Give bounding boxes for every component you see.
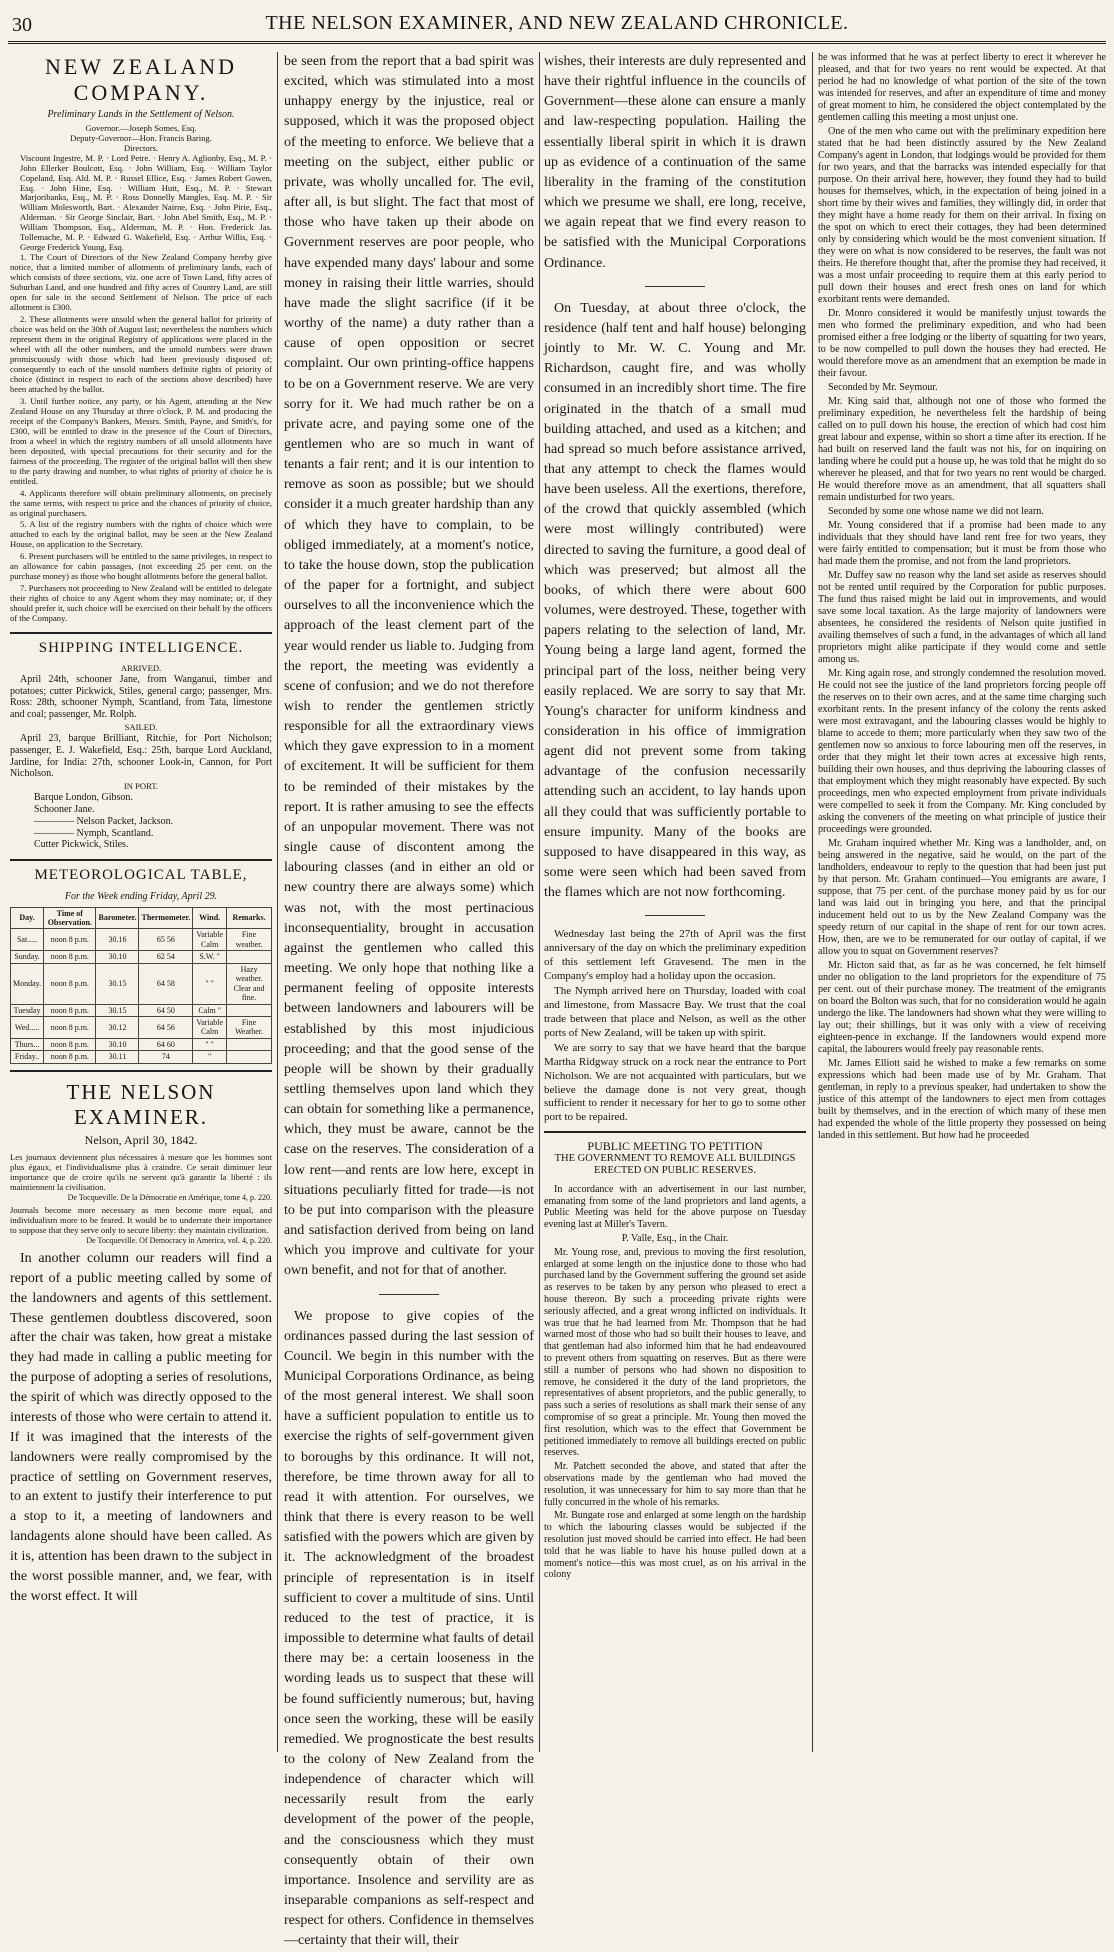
in-port-item: ———— Nymph, Scantland.: [34, 827, 154, 839]
met-cell: S.W. ": [193, 951, 227, 963]
company-deputy: Deputy-Governor—Hon. Francis Baring.: [70, 132, 212, 143]
meeting-title: PUBLIC MEETING TO PETITION: [544, 1131, 806, 1153]
met-cell: " ": [193, 1038, 227, 1050]
met-cell: noon 8 p.m.: [44, 929, 96, 951]
company-clause: 1. The Court of Directors of the New Zealand Company hereby give notice, that a limited number of allotments of preliminary lands, each of which consists of three sections, viz. one acre of Town Land, fifty acres of Suburban Land, and one hundred and fifty acres of Country Land, are still open for sale in the second Settlement of Nelson. The price of each allotment is £300.: [10, 252, 272, 313]
meeting-paragraph: Mr. King said that, although not one of those who formed the preliminary expedition, he nevertheless felt the hardship of being called on to pull down his house, the erection of which had cost him great labour and expense, within so short a time after its erection. If he had built on reserved land the fault was not his, for on inquiring on landing where he could put a house up, he was told that he might do so wherever he pleased, and that for two years no rent would be charged. He would therefore move as an amendment, that all squatters shall remain undisturbed for two years.: [818, 396, 1106, 503]
met-subtitle: For the Week ending Friday, April 29.: [64, 890, 218, 902]
met-cell: ": [193, 1051, 227, 1063]
met-cell: 65 56: [139, 929, 193, 951]
shipping-arrived-label: ARRIVED.: [120, 662, 162, 673]
quote-french-attribution: De Tocqueville. De la Démocratie en Amérique, tome 4, p. 220.: [67, 1192, 272, 1202]
met-cell: Sunday.: [11, 951, 44, 963]
examiner-date: Nelson, April 30, 1842.: [84, 1133, 198, 1148]
shipping-sailed: April 23, barque Brilliant, Ritchie, for Port Nicholson; passenger, E. J. Wakefield, Esq.: 25th, barque Lord Auckland, Jardine, for India: 27th, schooner Look-in, Cannon, for Port Nicholson.: [10, 732, 272, 780]
meeting-paragraph: Seconded by Mr. Seymour.: [828, 382, 938, 393]
meeting-paragraph: Mr. King again rose, and strongly condemned the resolution moved. He could not see the justice of the land proprietors forcing people off the reserves on to their own acres, and at the same time charging such exorbitant rents. In the present infancy of the colony the rents asked were most extravagant, and the labouring classes would be highly to blame to accede to them; more particularly when they saw two of the gentlemen now so anxious to force labouring men off the reserves, in order that they might let their town acres at excessive high rents, building their own houses, and thus depriving the labouring classes of that employment which they might reasonably have expected. By such proceedings, men who expected employment from private individuals were compelled to seek it from the Company. Mr. King concluded by asking the conveners of the meeting on what principle of justice their proceedings were grounded.: [818, 668, 1106, 835]
met-cell: 30.16: [96, 929, 139, 951]
met-cell: 64 60: [139, 1038, 193, 1050]
met-cell: Friday..: [11, 1051, 44, 1063]
met-cell: 30.10: [96, 951, 139, 963]
met-cell: [227, 951, 272, 963]
column-3: [544, 52, 806, 1752]
quote-french: [10, 1153, 272, 1202]
in-port-item: Barque London, Gibson.: [34, 792, 133, 804]
met-cell: Tuesday: [11, 1004, 44, 1016]
met-cell: noon 8 p.m.: [44, 1051, 96, 1063]
quote-english-text: Journals become more necessary as men become more equal, and individualism more to be feared. It would be to underrate their importance to suppose that they serve only to secure liberty: they maintain civilization.: [10, 1205, 272, 1235]
meeting-paragraph: Mr. Duffey saw no reason why the land set aside as reserves should not be rented until required by the Corporation for public purposes. The fund thus raised might be laid out in improvements, and would save some local taxation. As the large majority of landowners were absentees, he considered the residents of Nelson quite justified in availing themselves of such a fund, in the advantages of which all land proprietors might alike participate if they would come and settle among us.: [818, 570, 1106, 665]
met-cell: 30.11: [96, 1051, 139, 1063]
page-header: [8, 4, 1106, 44]
company-clause: 5. A list of the registry numbers with the rights of choice which were attached to each by the original ballot, may be seen at the New Zealand House, on application to the Secretary.: [10, 519, 272, 550]
met-row: [11, 951, 272, 963]
met-cell: noon 8 p.m.: [44, 1016, 96, 1038]
met-cell: Fine Weather.: [227, 1016, 272, 1038]
meeting-paragraph: Dr. Monro considered it would be manifestly unjust towards the men who formed the preliminary expedition, and who had been promised either a free lodging or the liberty of squatting for two years, to be now compelled to pull down the houses they had erected. He would therefore move as an amendment that an exemption be made in their favour.: [818, 308, 1106, 379]
met-cell: Sat.....: [11, 929, 44, 951]
met-cell: 30.12: [96, 1016, 139, 1038]
section-divider: [645, 915, 705, 916]
company-clause: 4. Applicants therefore will obtain preliminary allotments, on precisely the same terms, with respect to price and the chances of priority of choice, as original purchasers.: [10, 487, 272, 518]
section-divider: [379, 1294, 439, 1295]
met-cell: 74: [139, 1051, 193, 1063]
met-cell: Thurs...: [11, 1038, 44, 1050]
met-cell: [227, 1051, 272, 1063]
met-header: Thermometer.: [139, 907, 193, 929]
met-cell: Wed.....: [11, 1016, 44, 1038]
column-2: [284, 52, 534, 1949]
examiner-title: THE NELSON EXAMINER.: [10, 1070, 272, 1130]
nymph-report: The Nymph arrived here on Thursday, loaded with coal and limestone, from Massacre Bay. We trust that the coal trade between that place and Nelson, as well as the other ports of New Zealand, will be taken up with spirit.: [544, 985, 806, 1039]
martha-ridgway-report: We are sorry to say that we have heard that the barque Martha Ridgway struck on a rock near the entrance to Port Nicholson. We are not acquainted with particulars, but we believe the damage done is not very great, though sufficient to render it necessary for her to go to some other port to be repaired.: [544, 1042, 806, 1124]
column-1: [10, 52, 272, 1752]
met-cell: noon 8 p.m.: [44, 1038, 96, 1050]
quote-english: [10, 1206, 272, 1245]
shipping-title: SHIPPING INTELLIGENCE.: [10, 632, 272, 658]
company-clause: 3. Until further notice, any party, or his Agent, attending at the New Zealand House on any Thursday at three o'clock, P. M. and producing the receipt of the Company's Bankers, Messrs. Smith, Payne, and Smith's, for £300, will be entitled to draw in the presence of the Court of Directors, from a wheel in which the registry numbers of all unsold allotments have been deposited, with special precautions for their security and for the fairness of the proceeding. The register of the original ballot will then shew to the party drawing and number, to what rights of priority of choice he is entitled.: [10, 395, 272, 486]
in-port-list: [10, 792, 272, 851]
masthead: THE NELSON EXAMINER, AND NEW ZEALAND CHRONICLE.: [265, 12, 849, 34]
met-cell: 30.15: [96, 963, 139, 1004]
met-cell: 30.15: [96, 1004, 139, 1016]
meeting-paragraph: Mr. Young considered that if a promise had been made to any individuals that they should have land rent free for two years, they were fairly entitled to compensation; but it must be from those who had made them the promise, and not from the land proprietors.: [818, 520, 1106, 567]
meeting-paragraph: Seconded by some one whose name we did not learn.: [828, 506, 1044, 517]
shipping-arrived: April 24th, schooner Jane, from Wanganui, timber and potatoes; cutter Pickwick, Stiles, general cargo; passenger, Mrs. Ross: 28th, schooner Nymph, Scantland, from Tata, limestone and coal; passenger, Mr. Rolph.: [10, 673, 272, 721]
met-cell: Monday.: [11, 963, 44, 1004]
met-cell: noon 8 p.m.: [44, 1004, 96, 1016]
meeting-paragraph: Mr. James Elliott said he wished to make a few remarks on some expressions which had been made use of by Mr. Graham. That gentleman, in reply to a previous speaker, had undertaken to show the justice of this attempt of the landowners to eject men from cottages built by themselves, and in the erection of which many of these men had expended the whole of the little property they possessed on being landed in this settlement. But how had he proceeded: [818, 1058, 1106, 1141]
meeting-paragraph: Mr. Bungate rose and enlarged at some length on the hardship to which the labouring classes would be subjected if the resolution just moved should be carried into effect. He had been told that he was liable to have his house pulled down at a moment's notice—this was most cruel, as on his arrival in the colony: [544, 1510, 806, 1581]
met-cell: noon 8 p.m.: [44, 963, 96, 1004]
anniversary-report: Wednesday last being the 27th of April was the first anniversary of the day on which the preliminary expedition of this settlement left Gravesend. The men in the Company's employ had a holiday upon the occasion.: [544, 928, 806, 982]
column-rule: [812, 52, 813, 1752]
in-port-item: ———— Nelson Packet, Jackson.: [34, 815, 174, 827]
met-row: [11, 1038, 272, 1050]
met-table: [10, 907, 272, 1064]
met-cell: 30.10: [96, 1038, 139, 1050]
section-divider: [645, 286, 705, 287]
company-subtitle: Preliminary Lands in the Settlement of Nelson.: [47, 108, 235, 120]
column-rule: [277, 52, 278, 1752]
company-title: NEW ZEALAND COMPANY.: [44, 54, 238, 105]
fire-report: On Tuesday, at about three o'clock, the residence (half tent and half house) belonging jointly to Mr. W. C. Young and Mr. Richardson, caught fire, and was wholly consumed in an incredibly short time. The fire originated in the thatch of a small mud building attached, and used as a kitchen; and had spread so much before assistance arrived, that any attempt to check the flames would have been useless. All the exertions, therefore, of the crowd that quickly assembled (which were most willingly contributed) were directed to saving the furniture, a good deal of which was preserved; but almost all the books, of which there were about 600 volumes, were destroyed. These, together with papers relating to the selection of land, Mr. Young being a large land agent, formed the principal part of the loss, neither being very easily replaced. We are sorry to say that Mr. Young's character for uniform kindness and consideration in his office of immigration agent did not prevent some from taking advantage of the confusion necessarily attending such an accident, to lay hands upon all they could that was sufficiently portable to ensure impunity. Many of the books are supposed to have disappeared in this way, as some were seen which had been saved from the flames which are not now forthcoming.: [544, 300, 806, 901]
meeting-paragraph: Mr. Graham inquired whether Mr. King was a landholder, and, on being answered in the negative, said he would, on the part of the landholders, endeavour to reply to the question that had been just put by that person. Mr. Graham continued—You emigrants are aware, I suppose, that 75 per cent. of the purchase money paid by us for our land was laid out in bringing you here, and that the principal inducement held out to us by the New Zealand Company was the speedy return of our capital in the shape of rent for our town acres. How, then, are we to be remunerated for our outlay of capital, if we allow you to squat on Government reserves?: [818, 838, 1106, 957]
meeting-paragraph: he was informed that he was at perfect liberty to erect it wherever he pleased, and that for two years no rent would be expected. At that period he had no knowledge of what portion of the site of the town was intended for reserves, and after an expenditure of time and money of great moment to him, he considered the object contemplated by the gentlemen calling this meeting a most unjust one.: [818, 52, 1106, 123]
editorial-paragraph: be seen from the report that a bad spirit was excited, which was stimulated into a most unhappy energy by the injustice, real or supposed, which it was the proposed object of the meeting to enforce. We believe that a meeting on the subject, either public or private, was wholly uncalled for. The evil, after all, is but slight. The fact that most of those who have taken up their abode on Government reserves are poor people, who have expended many days' labour and some money in raising their little warries, should have made the slight sacrifice (if it be worthy of the name) a duty rather than a cause of open opposition or secret complaint. Our own printing-office happens to be on a Government reserve. We are very sorry for it. We had much rather be on a private acre, and paying some one of the gentlemen who are so much in want of tenants a fair rent; and it is our intention to remove as soon as possible; but we should consider it a much greater hardship than any of which they have to complain, to be obliged immediately, at a moment's notice, to take the house down, stop the publication of the paper for a fortnight, and subject ourselves to all the inconvenience which the approach of the least clement part of the year would render us liable to. Judging from the report, the meeting was evidently a scene of confusion; and we do not therefore wish to render the gentlemen strictly responsible for all the extraordinary views which they gave expression to in a moment of excitement. It will be sufficient for them to be reminded of their mistakes by the report. It is rather amusing to see the effects of an unpopular movement. There was not single cause of discontent among the labouring classes (and in either an old or new country there are always some) which was not, with the most pertinacious inconsequentiality, brought in accusation against the gentlemen who called this meeting. We only hope that nothing like a permanent feeling of opposite interests between landowners and labourers will be established by this most injudicious proceeding; and that the good sense of the people will be shown by their gradually settling themselves upon land which they can obtain for something like a permanence, which, they must be aware, cannot be the case on the reserves. The consideration of a low rent—and rents are low here, except in situations peculiarly fitted for trade—is not to be put into comparison with the pleasure and satisfaction derived from being on land which you improve and cultivate for your own benefit, and not for that of another.: [284, 54, 534, 1279]
met-header: Remarks.: [227, 907, 272, 929]
met-row: [11, 963, 272, 1004]
page-number: 30: [12, 14, 32, 36]
met-cell: Fine weather.: [227, 929, 272, 951]
met-cell: Hazy weather. Clear and fine.: [227, 963, 272, 1004]
met-cell: [227, 1004, 272, 1016]
met-title: METEOROLOGICAL TABLE,: [10, 859, 272, 885]
met-cell: 64 56: [139, 1016, 193, 1038]
in-port-item: Schooner Jane.: [34, 803, 95, 815]
meeting-paragraph: Mr. Young rose, and, previous to moving the first resolution, enlarged at some length on the injustice done to those who had purchased land by the Government suffering the ground set aside as reserves to be taken by any person who pleased to erect a house thereon. By such a proceeding private rights were seriously affected, and a great wrong inflicted on individuals. It was true that he had learned from Mr. Thompson that he had warned most of those who had so built their houses to leave, and that gentleman had also informed him that he had endeavoured to prevent others from squatting on reserves. But as there were still a number of persons who had shown no disposition to remove, he considered it the duty of the land proprietors, the representatives of absent proprietors, and the public generally, to pass such a series of resolutions as shall mark their sense of any compromise of so great a principle. Mr. Young then moved the first resolution, which was to the effect that Government be petitioned immediately to remove all buildings erected on public reserves.: [544, 1246, 806, 1459]
shipping-sailed-label: SAILED.: [124, 722, 158, 733]
met-cell: Variable Calm: [193, 1016, 227, 1038]
column-rule: [539, 52, 540, 1752]
meeting-paragraph: One of the men who came out with the preliminary expedition here stated that he had been distinctly assured by the New Zealand Company's agent in London, that lodgings would be provided for them for two years, and that the barracks was intended especially for that purpose. On their arrival here, however, they found they had to build houses for themselves, which, in the expectation of being joined in a short time by their wives and families, they willingly did, in order that they might have a home ready for them on their arrival. In fixing on the spot on which to erect their cottages, they had been determined only by considering which would be the most convenient situation. If they were on what is now considered to be reserves, the fault was not theirs. He therefore thought that, after the promise they had received, it was a most unfair proceeding to require them at this early period to pull down their houses and erect fresh ones on land for which exorbitant rents were demanded.: [818, 126, 1106, 305]
met-cell: Variable Calm: [193, 929, 227, 951]
editorial-lead: In another column our readers will find a report of a public meeting called by some of the landowners and agents of this settlement. These gentlemen doubtless discovered, soon after the chair was taken, how great a mistake they had made in calling a public meeting for the purpose of adopting a series of resolutions, the spirit of which was directly opposed to the interests of those who were certain to attend it. If it was imagined that the interests of the landowners were really compromised by the practice of settling on Government reserves, to an extent to justify their interference to put a stop to it, a meeting of landowners and landagents alone should have been called. As it is, attention has been drawn to the subject in the worst possible manner, and, we fear, with the worst effect. It will: [10, 1250, 272, 1604]
ordinance-paragraph: We propose to give copies of the ordinances passed during the last session of Council. We begin in this number with the Municipal Corporations Ordinance, as being of the most general interest. We shall soon have a sufficient population to entitle us to exercise the rights of self-government given to boroughs by this ordinance. It will not, therefore, be time thrown away for all to read it with attention. For ourselves, we think that there is every reason to be well satisfied with the powers which are given by it. The acknowledgment of the broadest principle of representation is in itself sufficient to cover a multitude of sins. Until reduced to the test of practice, it is impossible to determine what faults of detail there may be: a certain looseness in the wording leads us to suspect that these will be found sufficiently numerous; but, having once seen the working, these will be easily remedied. We prognosticate the best results to the colony of New Zealand from the independence of character which will necessarily result from the early development of the power of the people, and the consciousness which they must consequently obtain of their own importance. Insolence and servility are as inseparable companions as self-respect and respect for others. Confidence in themselves—certainty that their will, their: [284, 1308, 534, 1949]
met-cell: [227, 1038, 272, 1050]
met-row: [11, 1051, 272, 1063]
met-header: Day.: [11, 907, 44, 929]
quote-english-attribution: De Tocqueville. Of Democracy in America, vol. 4, p. 220.: [86, 1235, 272, 1245]
company-clause: 7. Purchasers not proceeding to New Zealand will be entitled to delegate their rights of choice to any Agent whom they may nominate; or, if they should prefer it, such choice will be exercised on their behalf by the officers of the Company.: [10, 583, 272, 624]
in-port-item: Cutter Pickwick, Stiles.: [34, 839, 129, 851]
met-cell: 64 58: [139, 963, 193, 1004]
meeting-paragraph: Mr. Patchett seconded the above, and stated that after the observations made by the gentleman who had moved the resolution, it was unnecessary for him to say more than that he fully concurred in the whole of his remarks.: [544, 1461, 806, 1508]
met-header: Wind.: [193, 907, 227, 929]
met-row: [11, 929, 272, 951]
met-header: Time of Observation.: [44, 907, 96, 929]
company-clause: 2. These allotments were unsold when the general ballot for priority of choice was held on the 30th of August last; nevertheless the numbers which represent them in the original Registry of applications were placed in the wheel with all the other numbers, and the unsold numbers were drawn promiscuously with those which had been previously disposed of; consequently to each of the unsold numbers definite rights of priority of choice (distinct in respect to each of the sections above described) have been attached by the ballot.: [10, 314, 272, 394]
column-4: [818, 52, 1106, 1752]
meeting-subtitle: THE GOVERNMENT TO REMOVE ALL BUILDINGS ERECTED ON PUBLIC RESERVES.: [554, 1153, 796, 1177]
met-header: Barometer.: [96, 907, 139, 929]
company-clause: 6. Present purchasers will be entitled to the same privileges, in respect to an allowance for cabin passages, (not exceeding 25 per cent. on the purchase money) as those who bought allotments before the general ballot.: [10, 551, 272, 582]
meeting-paragraph: In accordance with an advertisement in our last number, emanating from some of the land proprietors and land agents, a Public Meeting was held for the above purpose on Tuesday evening last at Miller's Tavern.: [544, 1183, 806, 1231]
quote-french-text: Les journaux deviennent plus nécessaires à mesure que les hommes sont plus égaux, et l'individualisme plus à craindre. Ce serait diminuer leur importance que de croire qu'ils ne servent qu'à garantir la liberté : ils maintiennent la civilisation.: [10, 1152, 272, 1193]
company-governor: Governor.—Joseph Somes, Esq.: [85, 122, 197, 133]
met-row: [11, 1004, 272, 1016]
met-cell: 64 50: [139, 1004, 193, 1016]
in-port-label: IN PORT.: [123, 781, 159, 792]
met-cell: Calm ": [193, 1004, 227, 1016]
meeting-paragraph: Mr. Hicton said that, as far as he was concerned, he felt himself under no obligation to the land proprietors for the expenditure of 75 per cent. out of their purchase money. The treatment of the emigrants on board the Bolton was such, that for no consideration would he again undergo the like. The landowners had shown what they were willing to lay out; their shillings, but it was only with a view of receiving eighteen-pence in exchange. If the landowners would expend more capital, the labourers would freely pay reasonable rents.: [818, 960, 1106, 1055]
met-cell: " ": [193, 963, 227, 1004]
meeting-chair: P. Valle, Esq., in the Chair.: [621, 1233, 729, 1244]
directors-list: Viscount Ingestre, M. P. · Lord Petre. · Henry A. Aglionby, Esq., M. P. · John Ellerker Boulcott, Esq. · John William, Esq. · William Taylor Copeland, Esq. Ald. M. P. · Russel Ellice, Esq. · James Robert Gowen, Esq. · John Hine, Esq. · William Hutt, Esq., M. P. · Stewart Marjoribanks, Esq., M. P. · Ross Donnelly Mangles, Esq. M. P. · Sir William Molesworth, Bart. · Alexander Nairne, Esq. · John Pirie, Esq., Alderman. · Sir George Sinclair, Bart. · John Abel Smith, Esq., M. P. · William Thompson, Esq., Alderman, M. P. · Hon. Frederick Jas. Tollemache, M. P. · Edward G. Wakefield, Esq. · Arthur Willis, Esq. · George Frederick Young, Esq.: [20, 152, 272, 253]
met-cell: 62 54: [139, 951, 193, 963]
directors-label: Directors.: [123, 142, 159, 153]
met-cell: noon 8 p.m.: [44, 951, 96, 963]
ordinance-continued: wishes, their interests are duly represented and have their rightful influence in the councils of Government—these alone can ensure a manly and law-respecting population. Hailing the essentially liberal spirit in which it is drawn up as evidence of a continuation of the same liberality in the framing of the constitution which we presume we shall, ere long, receive, we again repeat that we find every reason to be satisfied with the Municipal Corporations Ordinance.: [544, 54, 806, 271]
met-row: [11, 1016, 272, 1038]
